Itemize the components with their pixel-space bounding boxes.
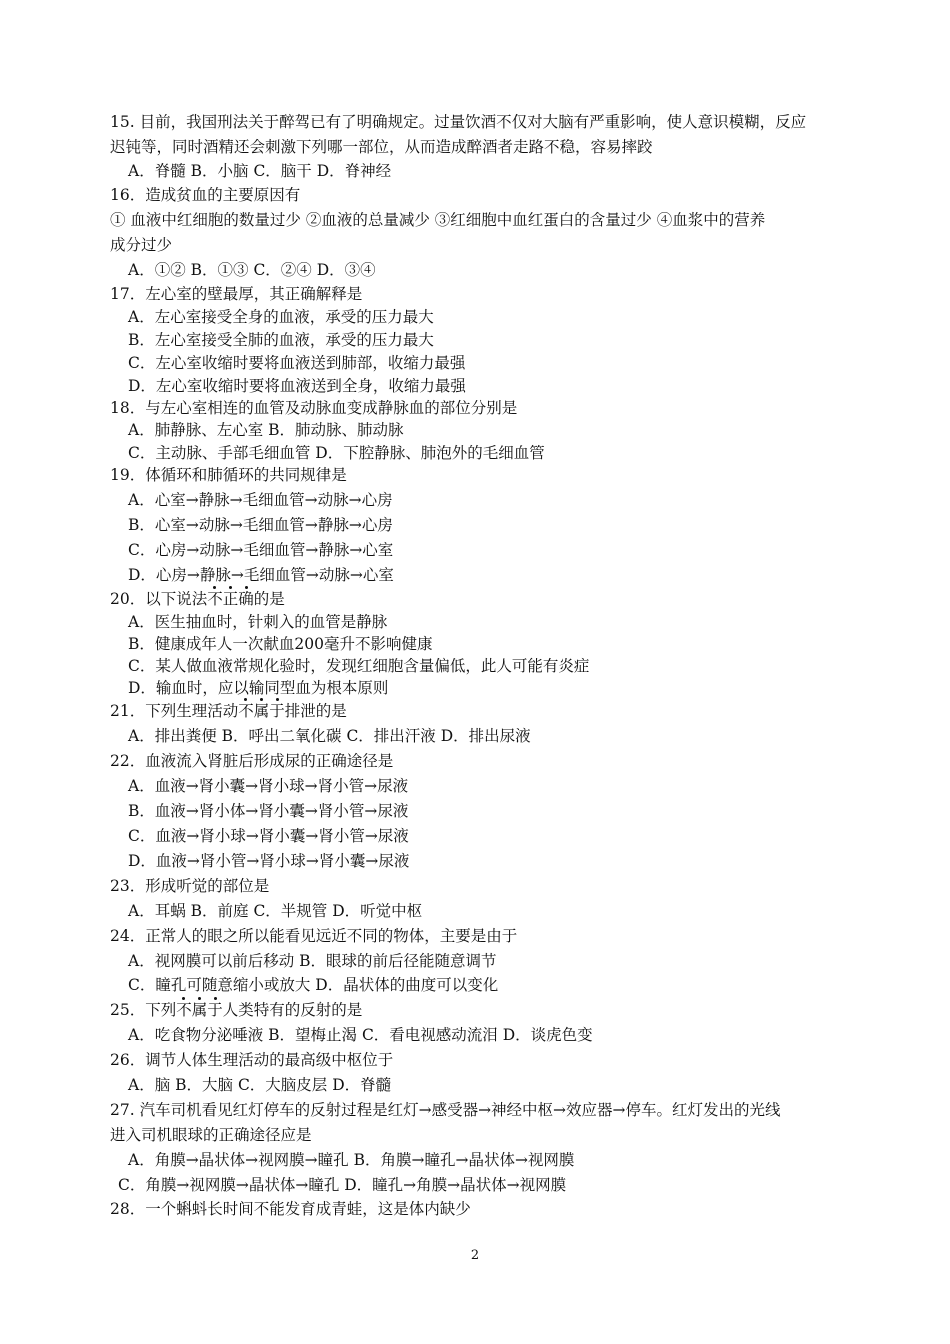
q22-option-c: C．血液→肾小球→肾小囊→肾小管→尿液 — [128, 827, 409, 845]
emphasis-char: 不 — [207, 590, 223, 608]
q27-options-ab: A．角膜→晶状体→视网膜→瞳孔 B．角膜→瞳孔→晶状体→视网膜 — [128, 1151, 575, 1169]
q16-options: A．①② B．①③ C．②④ D．③④ — [128, 261, 376, 279]
q16-statements-line-2: 成分过少 — [110, 236, 173, 254]
emphasis-char: 于 — [269, 702, 285, 720]
q24-options-cd: C．瞳孔可随意缩小或放大 D．晶状体的曲度可以变化 — [128, 976, 499, 994]
q25-options: A．吃食物分泌唾液 B．望梅止渴 C．看电视感动流泪 D．谈虎色变 — [128, 1026, 593, 1044]
emphasis-char: 属 — [191, 1001, 208, 1019]
q23-stem: 23．形成听觉的部位是 — [110, 877, 270, 895]
q27-stem-line-2: 进入司机眼球的正确途径应是 — [110, 1126, 312, 1144]
q16-stem: 16．造成贫血的主要原因有 — [110, 186, 301, 204]
q20-stem-start: 20．以下说法 — [110, 590, 208, 608]
q25-stem — [110, 1000, 362, 1020]
q21-stem-end: 排泄的是 — [284, 702, 347, 720]
q24-stem: 24．正常人的眼之所以能看见远近不同的物体，主要是由于 — [110, 927, 518, 945]
q27-stem-line-1: 27. 汽车司机看见红灯停车的反射过程是红灯→感受器→神经中枢→效应器→停车。红灯发出的光线 — [110, 1101, 781, 1119]
q22-stem: 22．血液流入肾脏后形成尿的正确途径是 — [110, 752, 394, 770]
q22-option-d: D．血液→肾小管→肾小球→肾小囊→尿液 — [128, 852, 410, 870]
q15-stem-line-2: 迟钝等，同时酒精还会刺激下列哪一部位，从而造成醉酒者走路不稳，容易摔跤 — [110, 138, 653, 156]
q18-stem: 18．与左心室相连的血管及动脉血变成静脉血的部位分别是 — [110, 399, 518, 417]
q20-option-a: A．医生抽血时，针刺入的血管是静脉 — [128, 613, 388, 631]
q17-option-b: B．左心室接受全肺的血液，承受的压力最大 — [128, 331, 434, 349]
q20-emphasis — [207, 590, 254, 608]
q19-stem: 19．体循环和肺循环的共同规律是 — [110, 466, 347, 484]
q15-options: A．脊髓 B．小脑 C．脑干 D．脊神经 — [128, 162, 392, 180]
q25-emphasis — [176, 1001, 223, 1019]
q15-stem-line-1: 15. 目前，我国刑法关于醉驾已有了明确规定。过量饮酒不仅对大脑有严重影响，使人意识模糊，反应 — [110, 113, 807, 131]
page-number: 2 — [470, 1248, 480, 1263]
q19-option-a: A．心室→静脉→毛细血管→动脉→心房 — [128, 491, 393, 509]
emphasis-char: 不 — [238, 702, 254, 720]
q24-options-ab: A．视网膜可以前后移动 B．眼球的前后径能随意调节 — [128, 952, 497, 970]
q17-option-d: D．左心室收缩时要将血液送到全身，收缩力最强 — [128, 377, 466, 395]
q22-option-a: A．血液→肾小囊→肾小球→肾小管→尿液 — [128, 777, 409, 795]
q19-option-c: C．心房→动脉→毛细血管→静脉→心室 — [128, 541, 394, 559]
q18-options-cd: C．主动脉、手部毛细血管 D．下腔静脉、肺泡外的毛细血管 — [128, 444, 545, 462]
q26-options: A．脑 B．大脑 C．大脑皮层 D．脊髓 — [128, 1076, 392, 1094]
q25-stem-end: 人类特有的反射的是 — [222, 1001, 363, 1019]
q25-stem-start: 25．下列 — [110, 1001, 177, 1019]
q19-option-b: B．心室→动脉→毛细血管→静脉→心房 — [128, 516, 393, 534]
q20-stem — [110, 589, 285, 609]
q26-stem: 26．调节人体生理活动的最高级中枢位于 — [110, 1051, 394, 1069]
q17-option-a: A．左心室接受全身的血液，承受的压力最大 — [128, 308, 434, 326]
q19-option-d: D．心房→静脉→毛细血管→动脉→心室 — [128, 566, 394, 584]
q17-option-c: C．左心室收缩时要将血液送到肺部，收缩力最强 — [128, 354, 466, 372]
q20-option-d: D．输血时，应以输同型血为根本原则 — [128, 679, 389, 697]
q22-option-b: B．血液→肾小体→肾小囊→肾小管→尿液 — [128, 802, 409, 820]
emphasis-char: 不 — [176, 1001, 192, 1019]
q21-emphasis — [238, 702, 285, 720]
q17-stem: 17．左心室的壁最厚，其正确解释是 — [110, 285, 363, 303]
q21-stem-start: 21．下列生理活动 — [110, 702, 239, 720]
q28-stem: 28．一个蝌蚪长时间不能发育成青蛙，这是体内缺少 — [110, 1200, 471, 1218]
q20-option-b: B．健康成年人一次献血200毫升不影响健康 — [128, 635, 433, 653]
q18-options-ab: A．肺静脉、左心室 B．肺动脉、肺动脉 — [128, 421, 404, 439]
emphasis-char: 于 — [207, 1001, 223, 1019]
q16-statements-line-1: ① 血液中红细胞的数量过少 ②血液的总量减少 ③红细胞中血红蛋白的含量过少 ④血浆中的营养 — [110, 211, 766, 229]
q21-options: A．排出粪便 B．呼出二氧化碳 C．排出汗液 D．排出尿液 — [128, 727, 531, 745]
q20-stem-end: 的是 — [253, 590, 285, 608]
emphasis-char: 确 — [238, 590, 254, 608]
q27-options-cd: C．角膜→视网膜→晶状体→瞳孔 D．瞳孔→角膜→晶状体→视网膜 — [118, 1176, 567, 1194]
q21-stem — [110, 701, 347, 721]
emphasis-char: 正 — [222, 590, 239, 608]
emphasis-char: 属 — [253, 702, 270, 720]
q20-option-c: C．某人做血液常规化验时，发现红细胞含量偏低，此人可能有炎症 — [128, 657, 590, 675]
q23-options: A．耳蜗 B．前庭 C．半规管 D．听觉中枢 — [128, 902, 423, 920]
